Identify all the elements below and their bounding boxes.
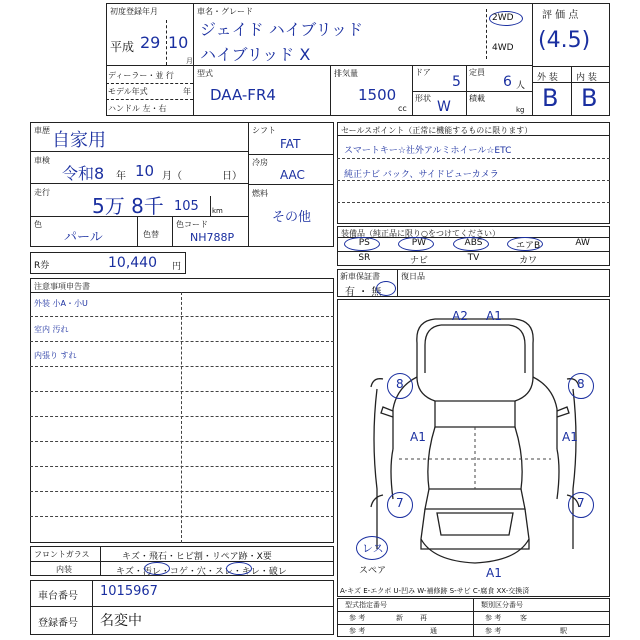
form-eki: 駅 xyxy=(560,627,567,635)
spare-label: スペア xyxy=(359,566,387,576)
spare-note: レス xyxy=(362,542,384,555)
load-label: 積載 xyxy=(469,94,485,103)
mileage-label: 走行 xyxy=(34,188,50,197)
displacement-unit: cc xyxy=(398,104,407,113)
form-kyaku: 客 xyxy=(520,614,527,622)
door-label: ドア xyxy=(415,68,431,77)
recycle-value: 10,440 xyxy=(108,255,157,271)
damage-mark-left-door: A1 xyxy=(410,430,426,444)
equip-ps: PS xyxy=(358,238,370,248)
circle-airbag xyxy=(507,237,543,251)
shift-label: シフト xyxy=(252,126,276,135)
equipment-title: 装備品（純正品に限り○をつけてください） xyxy=(341,229,500,238)
shape-label: 形状 xyxy=(415,94,431,103)
mileage-extra: 105 xyxy=(174,199,199,214)
inspection-month-unit: 月（ xyxy=(162,171,182,182)
reg-year: 29 xyxy=(140,33,161,52)
form-ref-2: 参 考 xyxy=(349,627,366,635)
car-grade: ハイブリッド X xyxy=(200,45,311,64)
glass-options: キズ・飛石・ヒビ割・リペア跡・X要 xyxy=(122,552,272,562)
inspection-month: 10 xyxy=(135,162,155,180)
usage-value: 自家用 xyxy=(52,130,106,151)
type-value: DAA-FR4 xyxy=(210,86,276,104)
reg-label: 登録番号 xyxy=(38,618,78,629)
color-code-value: NH788P xyxy=(190,231,235,244)
color-code-label: 色コード xyxy=(176,220,208,229)
type-label: 型式 xyxy=(197,69,213,78)
equip-empty xyxy=(555,253,610,266)
recycle-label: R券 xyxy=(34,261,50,271)
interior-cond-label: 内装 xyxy=(56,565,72,574)
capacity-unit: 人 xyxy=(516,81,526,91)
circle-stain xyxy=(144,562,170,575)
glass-label: フロントガラス xyxy=(34,550,90,559)
door-value: 5 xyxy=(452,74,461,90)
inspection-year-unit: 年 xyxy=(116,171,126,182)
displacement-label: 排気量 xyxy=(334,69,358,78)
sales-title: セールスポイント（正常に機能するものに限ります） xyxy=(341,126,533,135)
form-new: 新 xyxy=(396,614,403,622)
equip-abs: ABS xyxy=(464,238,483,248)
notes-title: 注意事項申告書 xyxy=(34,282,90,291)
dealer-label: ディーラー・並 行 xyxy=(108,71,174,80)
mileage-unit: km xyxy=(212,207,223,215)
notes-frame xyxy=(30,278,334,543)
exterior-grade: B xyxy=(542,84,559,112)
load-unit: kg xyxy=(516,106,525,114)
equip-navi: ナビ xyxy=(409,256,428,266)
usage-label: 車歴 xyxy=(34,126,50,135)
aircon-value: AAC xyxy=(280,168,305,182)
circle-abs xyxy=(453,237,489,251)
inspection-era: 令和8 xyxy=(62,164,105,183)
fuel-value: その他 xyxy=(272,210,312,225)
damage-mark-left-rear: 7 xyxy=(396,496,404,510)
color-swap-label: 色替 xyxy=(143,230,159,239)
damage-mark-rear: A1 xyxy=(486,566,502,580)
note-line-1: 外装 小A・小U xyxy=(34,299,88,308)
era: 平成 xyxy=(110,40,135,54)
inspection-label: 車検 xyxy=(34,156,50,165)
form-type-number: 型式指定番号 xyxy=(345,601,387,609)
damage-mark-front-right: A1 xyxy=(486,309,502,323)
inspection-day-unit: 日） xyxy=(222,171,242,182)
damage-mark-left-front: 8 xyxy=(396,377,404,391)
color-label: 色 xyxy=(34,220,42,229)
reg-value: 名変中 xyxy=(100,613,142,629)
drive-2wd: 2WD xyxy=(492,13,514,23)
circle-none xyxy=(376,281,396,296)
recycle-unit: 円 xyxy=(172,262,182,272)
color-value: パール xyxy=(64,230,103,245)
circle-ps xyxy=(344,237,380,251)
capacity-value: 6 xyxy=(503,74,512,90)
first-reg-label: 初度登録年月 xyxy=(110,7,158,16)
shape-value: W xyxy=(437,99,451,115)
car-name: ジェイド ハイブリッド xyxy=(200,20,364,39)
score-label: 評 価 点 xyxy=(542,10,579,21)
reg-month: 10 xyxy=(168,33,189,52)
equip-pw: PW xyxy=(411,238,427,248)
chassis-label: 車台番号 xyxy=(38,591,78,602)
equip-leather: カワ xyxy=(519,256,538,266)
damage-mark-right-door: A1 xyxy=(562,430,578,444)
drive-4wd: 4WD xyxy=(492,43,514,53)
interior-label: 内 装 xyxy=(576,73,597,83)
damage-mark-front-left: A2 xyxy=(452,309,468,323)
damage-mark-right-front: 8 xyxy=(577,377,585,391)
aircon-label: 冷房 xyxy=(252,158,268,167)
model-year-unit: 年 xyxy=(183,87,191,96)
handle-label: ハンドル 左・右 xyxy=(108,104,167,113)
shift-value: FAT xyxy=(280,137,301,151)
month-unit: 月 xyxy=(186,57,193,65)
circle-wear xyxy=(226,562,252,575)
damage-legend: A-キズ E-エクボ U-凹み W-補修跡 S-サビ C-腐食 XX-交換済 xyxy=(340,587,530,595)
equip-sr: SR xyxy=(358,253,371,263)
equipment-row-2 xyxy=(337,253,610,266)
note-line-2: 室内 汚れ xyxy=(34,325,69,334)
mileage-value: 5万 8千 xyxy=(92,194,164,218)
exterior-label: 外 装 xyxy=(537,73,558,83)
equip-airbag: エアB xyxy=(515,241,541,251)
form-ref-1: 参 考 xyxy=(349,614,366,622)
circle-pw xyxy=(398,237,434,251)
damage-mark-right-rear: 7 xyxy=(577,496,585,510)
interior-grade: B xyxy=(581,84,598,112)
form-tsu: 通 xyxy=(430,627,437,635)
sales-line-1: スマートキー☆社外アルミホイール☆ETC xyxy=(344,146,512,156)
chassis-value: 1015967 xyxy=(100,584,158,599)
equip-aw: AW xyxy=(575,238,590,248)
fuel-label: 燃料 xyxy=(252,189,268,198)
car-name-label: 車名・グレード xyxy=(197,7,253,16)
form-re: 再 xyxy=(420,614,427,622)
form-ref-2b: 参 考 xyxy=(485,627,502,635)
note-line-3: 内張り すれ xyxy=(34,351,77,360)
form-ref-1b: 参 考 xyxy=(485,614,502,622)
model-year-text: モデル年式 xyxy=(108,87,148,96)
capacity-label: 定員 xyxy=(469,68,485,77)
interior-options: キズ・汚レ・コゲ・穴・スレ・キレ・破レ xyxy=(116,567,287,577)
equip-tv: TV xyxy=(467,253,480,263)
score-value: (4.5) xyxy=(538,28,591,53)
warranty-resale-label: 復日品 xyxy=(401,272,425,281)
warranty-new-label: 新車保証書 xyxy=(340,272,380,281)
displacement-value: 1500 xyxy=(358,86,397,104)
sales-line-2: 純正ナビ バック、サイドビューカメラ xyxy=(344,170,499,180)
form-class-number: 類別区分番号 xyxy=(481,601,523,609)
warranty-new-value: 有 ・ 無 xyxy=(345,287,382,298)
